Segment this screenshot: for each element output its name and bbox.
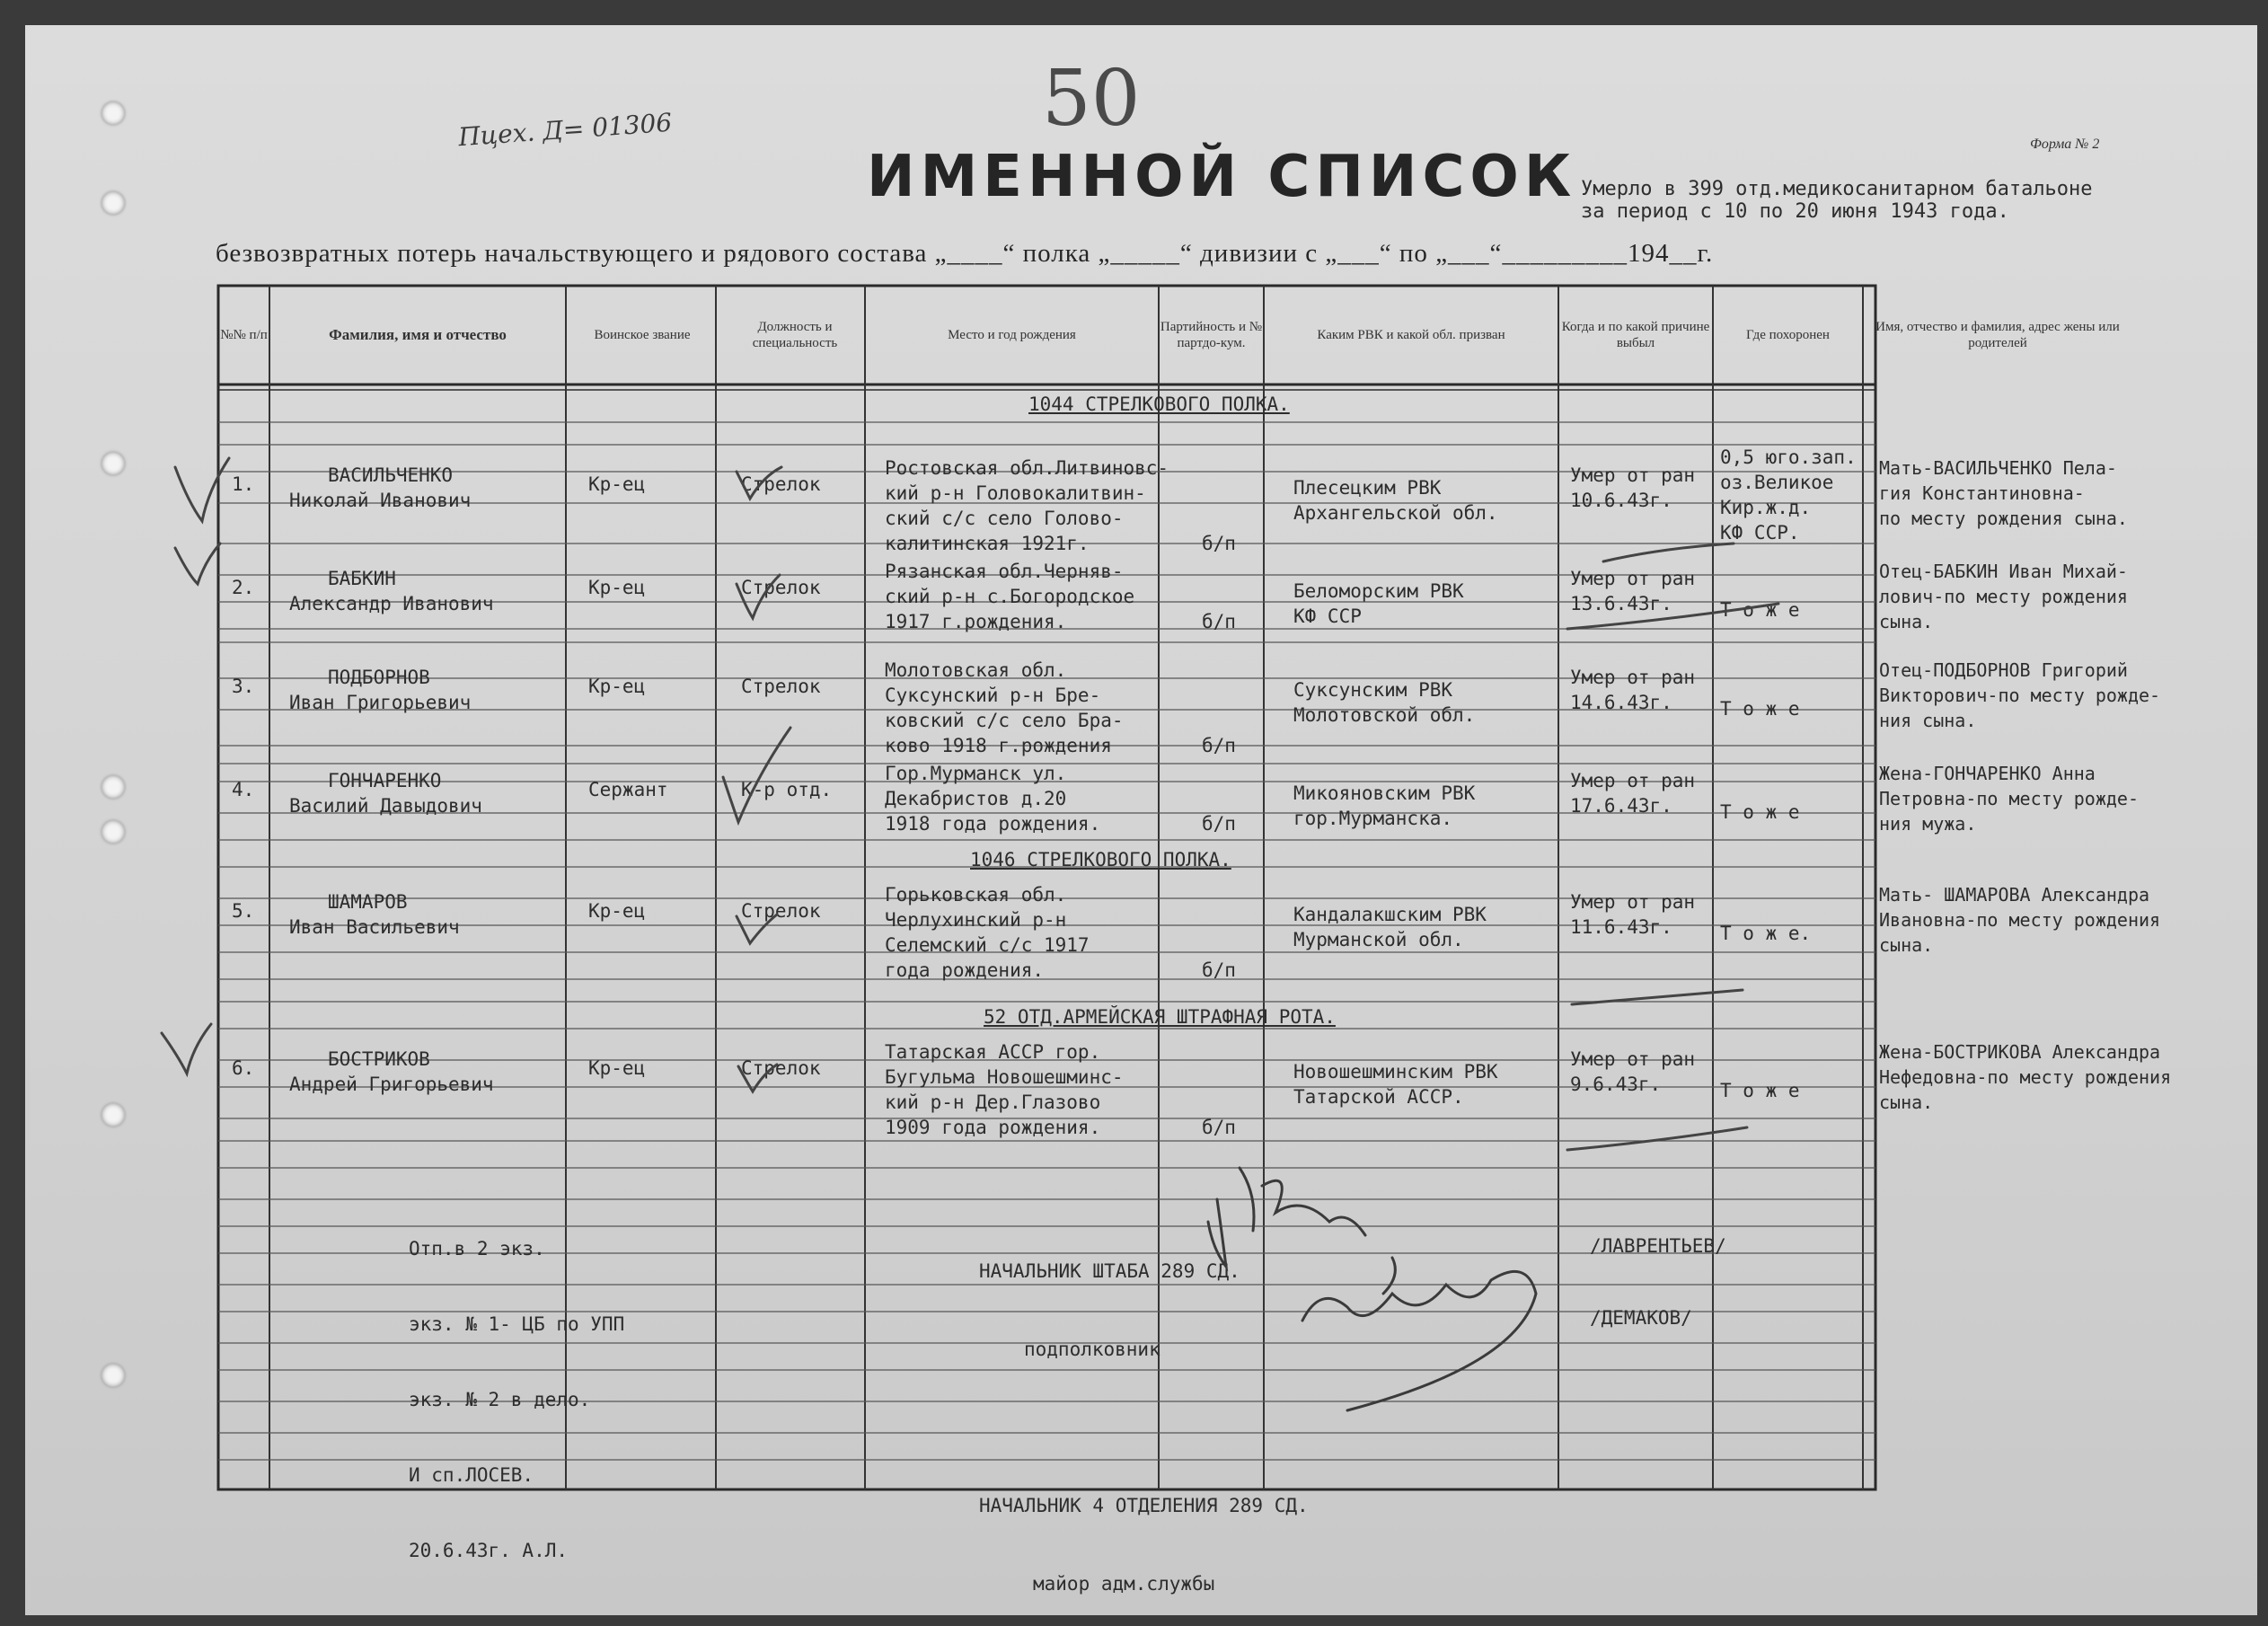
row-birthplace: Гор.Мурманск ул. Декабристов д.20 1918 года рождения. bbox=[885, 763, 1101, 835]
row-given-name: Василий Давыдович bbox=[289, 795, 482, 817]
col-header-position: Должность и специальность bbox=[752, 319, 838, 350]
col-header-party: Партийность и № партдо-кум. bbox=[1160, 319, 1263, 350]
row-rvk: Суксунским РВК Молотовской обл. bbox=[1293, 679, 1476, 726]
row-surname: БАБКИН bbox=[328, 568, 396, 589]
row-number: 2. bbox=[232, 577, 255, 598]
row-surname: БОСТРИКОВ bbox=[328, 1048, 430, 1070]
row-surname: ГОНЧАРЕНКО bbox=[328, 770, 442, 791]
row-buried: Т о ж е bbox=[1720, 599, 1800, 621]
col-header-fullname: Фамилия, имя и отчество bbox=[329, 325, 507, 343]
col-header-rank: Воинское звание bbox=[594, 327, 691, 342]
sheet-number: 50 bbox=[1042, 54, 1141, 144]
section-header: 1046 СТРЕЛКОВОГО ПОЛКА. bbox=[970, 849, 1231, 870]
row-given-name: Иван Григорьевич bbox=[289, 692, 472, 713]
row-party: б/п bbox=[1202, 813, 1236, 835]
row-party: б/п bbox=[1202, 611, 1236, 632]
row-surname: ПОДБОРНОВ bbox=[328, 667, 430, 688]
row-reason: Умер от ран 14.6.43г. bbox=[1570, 667, 1696, 713]
row-buried: Т о ж е bbox=[1720, 1080, 1800, 1101]
row-given-name: Иван Васильевич bbox=[289, 916, 460, 938]
col-header-buried: Где похоронен bbox=[1746, 327, 1830, 342]
row-relatives: Мать- ШАМАРОВА Александра Ивановна-по месту рождения сына. bbox=[1879, 884, 2161, 956]
row-number: 6. bbox=[232, 1057, 255, 1079]
form-label: Форма № 2 bbox=[2030, 137, 2100, 152]
row-rank: Кр-ец bbox=[588, 473, 646, 495]
signatory-2: /ДЕМАКОВ/ bbox=[1590, 1307, 1692, 1329]
row-rank: Сержант bbox=[588, 779, 668, 800]
row-position: Стрелок bbox=[741, 1057, 821, 1079]
row-number: 1. bbox=[232, 473, 255, 495]
footer-center: НАЧАЛЬНИК ШТАБА 289 СД. подполковник НАЧАЛЬНИК 4 ОТДЕЛЕНИЯ 289 СД. майор адм.службы bbox=[979, 1260, 1309, 1595]
row-party: б/п bbox=[1202, 1117, 1236, 1138]
row-reason: Умер от ран 17.6.43г. bbox=[1570, 770, 1696, 817]
row-buried: Т о ж е bbox=[1720, 698, 1800, 720]
died-note-line1: Умерло в 399 отд.медикосанитарном батальоне bbox=[1581, 178, 2093, 200]
row-given-name: Александр Иванович bbox=[289, 593, 494, 614]
row-position: Стрелок bbox=[741, 900, 821, 922]
row-rank: Кр-ец bbox=[588, 577, 646, 598]
row-birthplace: Молотовская обл. Суксунский р-н Бре- ковский с/с село Бра- ково 1918 г.рождения bbox=[885, 659, 1124, 756]
signature-mark bbox=[1240, 1168, 1365, 1235]
row-buried: Т о ж е. bbox=[1720, 923, 1812, 944]
row-reason: Умер от ран 13.6.43г. bbox=[1570, 568, 1696, 614]
row-rank: Кр-ец bbox=[588, 900, 646, 922]
page-title: ИМЕННОЙ СПИСОК bbox=[867, 144, 1577, 210]
document-subtitle: безвозвратных потерь начальствующего и рядового состава „____“ полка „_____“ дивизии с „___“ по „___“_________194__г. bbox=[216, 239, 1714, 268]
section-header: 1044 СТРЕЛКОВОГО ПОЛКА. bbox=[1028, 393, 1290, 415]
row-reason: Умер от ран 11.6.43г. bbox=[1570, 891, 1696, 938]
died-note-line2: за период с 10 по 20 июня 1943 года. bbox=[1581, 200, 2009, 223]
row-surname: ВАСИЛЬЧЕНКО bbox=[328, 464, 454, 486]
row-party: б/п bbox=[1202, 959, 1236, 981]
row-rvk: Плесецким РВК Архангельской обл. bbox=[1293, 477, 1498, 524]
row-position: Стрелок bbox=[741, 577, 821, 598]
corner-note: Пцех. Д= 01306 bbox=[457, 107, 674, 153]
col-header-rvk: Каким РВК и какой обл. призван bbox=[1317, 327, 1505, 342]
row-surname: ШАМАРОВ bbox=[328, 891, 408, 913]
row-relatives: Отец-ПОДБОРНОВ Григорий Викторович-по месту рожде- ния сына. bbox=[1879, 659, 2161, 731]
row-given-name: Андрей Григорьевич bbox=[289, 1074, 494, 1095]
row-birthplace: Татарская АССР гор. Бугульма Новошешминс- кий р-н Дер.Глазово 1909 года рождения. bbox=[885, 1041, 1124, 1138]
row-reason: Умер от ран 9.6.43г. bbox=[1570, 1048, 1696, 1095]
row-rvk: Микояновским РВК гор.Мурманска. bbox=[1293, 782, 1476, 829]
row-number: 5. bbox=[232, 900, 255, 922]
row-rank: Кр-ец bbox=[588, 676, 646, 697]
row-party: б/п bbox=[1202, 735, 1236, 756]
row-position: К-р отд. bbox=[741, 779, 833, 800]
row-position: Стрелок bbox=[741, 676, 821, 697]
col-header-reason: Когда и по какой причине выбыл bbox=[1561, 319, 1710, 350]
footer-left: Отп.в 2 экз. экз. № 1- ЦБ по УПП экз. № 2 в дело. И сп.ЛОСЕВ. 20.6.43г. А.Л. bbox=[409, 1238, 625, 1561]
row-rvk: Беломорским РВК КФ ССР bbox=[1293, 580, 1464, 627]
signatory-1: /ЛАВРЕНТЬЕВ/ bbox=[1590, 1235, 1726, 1257]
col-header-number: №№ п/п bbox=[220, 327, 268, 342]
row-given-name: Николай Иванович bbox=[289, 490, 472, 511]
row-relatives: Жена-БОСТРИКОВА Александра Нефедовна-по месту рождения сына. bbox=[1879, 1041, 2172, 1113]
row-buried: 0,5 юго.зап. оз.Великое Кир.ж.д. КФ ССР. bbox=[1720, 446, 1857, 543]
row-number: 3. bbox=[232, 676, 255, 697]
row-relatives: Отец-БАБКИН Иван Михай- лович-по месту рождения сына. bbox=[1879, 561, 2128, 632]
signature-mark bbox=[1302, 1258, 1536, 1410]
row-rvk: Кандалакшским РВК Мурманской обл. bbox=[1293, 904, 1487, 950]
row-birthplace: Горьковская обл. Черлухинский р-н Селемский с/с 1917 года рождения. bbox=[885, 884, 1090, 981]
signature-mark bbox=[1208, 1199, 1226, 1267]
row-birthplace: Ростовская обл.Литвиновс- кий р-н Головокалитвин- ский с/с село Голово- калитинская 1921г. bbox=[885, 457, 1169, 554]
row-buried: Т о ж е bbox=[1720, 801, 1800, 823]
row-rvk: Новошешминским РВК Татарской АССР. bbox=[1293, 1061, 1498, 1108]
row-position: Стрелок bbox=[741, 473, 821, 495]
row-relatives: Жена-ГОНЧАРЕНКО Анна Петровна-по месту рожде- ния мужа. bbox=[1879, 763, 2139, 835]
section-header: 52 ОТД.АРМЕЙСКАЯ ШТРАФНАЯ РОТА. bbox=[984, 1006, 1336, 1028]
row-number: 4. bbox=[232, 779, 255, 800]
col-header-relatives: Имя, отчество и фамилия, адрес жены или родителей bbox=[1875, 319, 2120, 350]
row-relatives: Мать-ВАСИЛЬЧЕНКО Пела- гия Константиновна- по месту рождения сына. bbox=[1879, 457, 2128, 529]
col-header-birthplace: Место и год рождения bbox=[948, 327, 1076, 342]
row-reason: Умер от ран 10.6.43г. bbox=[1570, 464, 1696, 511]
row-rank: Кр-ец bbox=[588, 1057, 646, 1079]
row-party: б/п bbox=[1202, 533, 1236, 554]
row-birthplace: Рязанская обл.Черняв- ский р-н с.Богородское 1917 г.рождения. bbox=[885, 561, 1135, 632]
